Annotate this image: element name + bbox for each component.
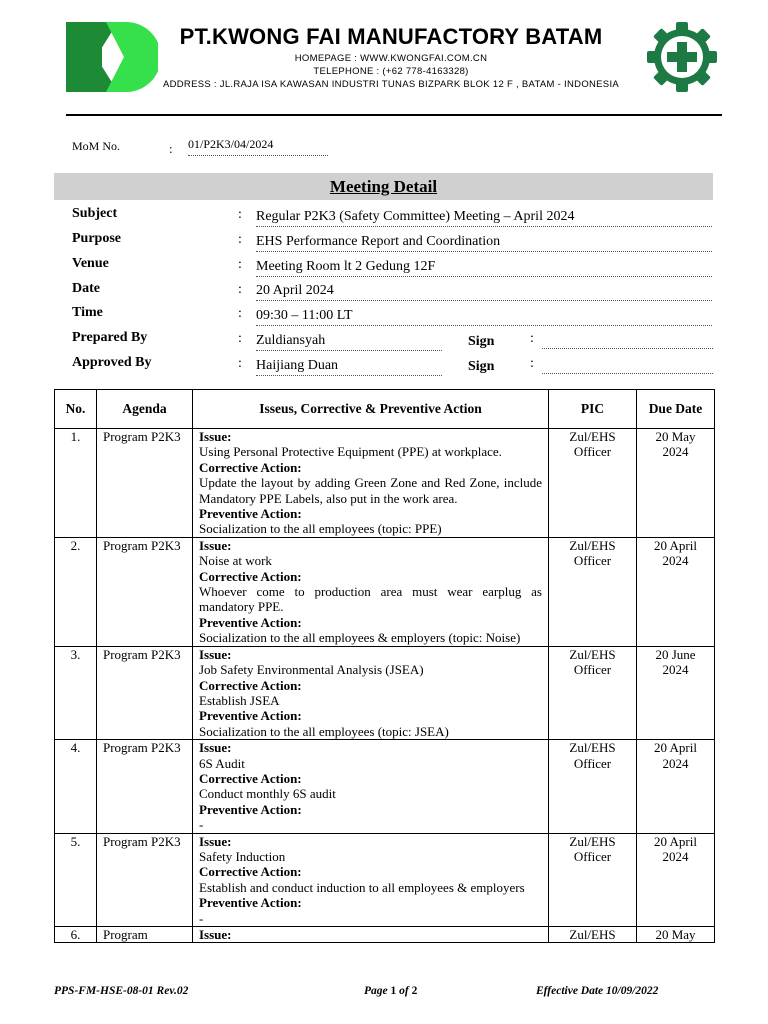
- header-due-date: Due Date: [637, 390, 715, 429]
- row-number: 2.: [55, 537, 97, 646]
- page-indicator: [364, 985, 417, 997]
- approved-by-colon: :: [238, 356, 242, 371]
- row-due-date: 20 May: [637, 927, 715, 943]
- approved-sign-colon: :: [530, 356, 534, 371]
- company-logo: [66, 22, 158, 92]
- company-address: ADDRESS : JL.RAJA ISA KAWASAN INDUSTRI TUNAS BIZPARK BLOK 12 F , BATAM - INDONESIA: [162, 79, 620, 90]
- prepared-by-label: Prepared By: [72, 330, 148, 345]
- row-agenda: Program P2K3: [97, 833, 193, 926]
- purpose-colon: :: [238, 232, 242, 247]
- row-agenda: Program P2K3: [97, 429, 193, 538]
- corrective-text: Whoever come to production area must wear earplug as mandatory PPE.: [199, 584, 542, 615]
- issue-label: Issue:: [199, 833, 232, 849]
- header-issues: Isseus, Corrective & Preventive Action: [193, 390, 549, 429]
- page-prefix: Page: [364, 985, 391, 997]
- form-code: PPS-FM-HSE-08-01 Rev.02: [54, 985, 189, 997]
- corrective-text: Establish JSEA: [199, 692, 280, 708]
- issue-label: Issue:: [199, 537, 232, 553]
- corrective-label: Corrective Action:: [199, 677, 302, 693]
- row-issues: [193, 740, 549, 833]
- purpose-label: Purpose: [72, 231, 121, 246]
- approved-by-label: Approved By: [72, 355, 152, 370]
- effective-date: Effective Date 10/09/2022: [536, 985, 659, 997]
- row-due-date: 20 June 2024: [637, 646, 715, 739]
- subject-label: Subject: [72, 206, 118, 221]
- time-label: Time: [72, 305, 103, 320]
- preventive-text: Socialization to the all employees (topic: JSEA): [199, 723, 449, 739]
- preventive-label: Preventive Action:: [199, 708, 302, 724]
- prepared-signature-line: [542, 348, 713, 349]
- row-pic: Zul/EHS Officer: [549, 833, 637, 926]
- date-value: 20 April 2024: [256, 283, 712, 301]
- row-issues: [193, 537, 549, 646]
- corrective-text: Conduct monthly 6S audit: [199, 786, 336, 802]
- company-name: PT.KWONG FAI MANUFACTORY BATAM: [179, 24, 603, 49]
- header-divider: [66, 114, 722, 116]
- row-due-date: 20 May 2024: [637, 429, 715, 538]
- row-issues: [193, 429, 549, 538]
- row-agenda: Program: [97, 927, 193, 943]
- table-row: [55, 537, 715, 646]
- venue-label: Venue: [72, 256, 109, 271]
- prepared-by-colon: :: [238, 331, 242, 346]
- corrective-text: Establish and conduct induction to all employees & employers: [199, 879, 525, 895]
- row-pic: Zul/EHS: [549, 927, 637, 943]
- table-row: [55, 740, 715, 833]
- row-issues: [193, 646, 549, 739]
- meeting-detail-banner: [54, 173, 713, 200]
- date-label: Date: [72, 281, 100, 296]
- row-agenda: Program P2K3: [97, 646, 193, 739]
- row-number: 4.: [55, 740, 97, 833]
- approved-sign-label: Sign: [468, 359, 495, 374]
- row-agenda: Program P2K3: [97, 537, 193, 646]
- issue-text: Safety Induction: [199, 848, 286, 864]
- section-title: Meeting Detail: [329, 177, 438, 196]
- row-number: 3.: [55, 646, 97, 739]
- issue-label: Issue:: [199, 646, 232, 662]
- table-header-row: [55, 390, 715, 429]
- page-mid: of: [396, 985, 412, 997]
- safety-cross-gear-icon: [644, 22, 720, 92]
- corrective-label: Corrective Action:: [199, 459, 302, 475]
- issue-text: Using Personal Protective Equipment (PPE) at workplace.: [199, 444, 502, 460]
- table-row: [55, 646, 715, 739]
- row-agenda: Program P2K3: [97, 740, 193, 833]
- mom-number-colon: :: [169, 141, 173, 156]
- agenda-table: [54, 389, 715, 943]
- header-agenda: Agenda: [97, 390, 193, 429]
- company-homepage: HOMEPAGE : WWW.KWONGFAI.COM.CN: [294, 53, 488, 64]
- issue-label: Issue:: [199, 740, 232, 756]
- issue-text: Noise at work: [199, 553, 272, 569]
- mom-number-label: MoM No.: [72, 139, 121, 153]
- prepared-by-value: Zuldiansyah: [256, 333, 442, 351]
- time-value: 09:30 – 11:00 LT: [256, 308, 712, 326]
- row-due-date: 20 April 2024: [637, 833, 715, 926]
- issue-text: Job Safety Environmental Analysis (JSEA): [199, 662, 424, 678]
- preventive-text: -: [199, 910, 204, 926]
- subject-colon: :: [238, 207, 242, 222]
- approved-signature-line: [542, 373, 713, 374]
- corrective-label: Corrective Action:: [199, 864, 302, 880]
- time-colon: :: [238, 306, 242, 321]
- preventive-label: Preventive Action:: [199, 614, 302, 630]
- row-issues: [193, 927, 549, 943]
- preventive-text: -: [199, 817, 204, 833]
- row-pic: Zul/EHS Officer: [549, 646, 637, 739]
- row-pic: Zul/EHS Officer: [549, 429, 637, 538]
- preventive-text: Socialization to the all employees & employers (topic: Noise): [199, 630, 521, 646]
- header-pic: PIC: [549, 390, 637, 429]
- page-number: 1: [390, 985, 397, 997]
- preventive-text: Socialization to the all employees (topic: PPE): [199, 521, 442, 537]
- row-due-date: 20 April 2024: [637, 537, 715, 646]
- preventive-label: Preventive Action:: [199, 506, 302, 522]
- approved-by-value: Haijiang Duan: [256, 358, 442, 376]
- venue-colon: :: [238, 257, 242, 272]
- row-number: 6.: [55, 927, 97, 943]
- mom-number-value: 01/P2K3/04/2024: [188, 137, 328, 156]
- row-pic: Zul/EHS Officer: [549, 537, 637, 646]
- header-no: No.: [55, 390, 97, 429]
- row-pic: Zul/EHS Officer: [549, 740, 637, 833]
- issue-label: Issue:: [199, 429, 232, 444]
- row-number: 5.: [55, 833, 97, 926]
- prepared-sign-label: Sign: [468, 334, 495, 349]
- purpose-value: EHS Performance Report and Coordination: [256, 234, 712, 252]
- row-number: 1.: [55, 429, 97, 538]
- venue-value: Meeting Room lt 2 Gedung 12F: [256, 259, 712, 277]
- company-telephone: TELEPHONE : (+62 778-4163328): [313, 66, 469, 77]
- preventive-label: Preventive Action:: [199, 801, 302, 817]
- row-due-date: 20 April 2024: [637, 740, 715, 833]
- prepared-sign-colon: :: [530, 331, 534, 346]
- issue-text: 6S Audit: [199, 755, 245, 771]
- corrective-text: Update the layout by adding Green Zone and Red Zone, include Mandatory PPE Labels, also put in the work area.: [199, 475, 542, 506]
- preventive-label: Preventive Action:: [199, 895, 302, 911]
- subject-value: Regular P2K3 (Safety Committee) Meeting – April 2024: [256, 209, 712, 227]
- row-issues: [193, 833, 549, 926]
- corrective-label: Corrective Action:: [199, 568, 302, 584]
- date-colon: :: [238, 282, 242, 297]
- page-total: 2: [411, 985, 418, 997]
- corrective-label: Corrective Action:: [199, 770, 302, 786]
- issue-label: Issue:: [199, 927, 232, 942]
- table-row: [55, 833, 715, 926]
- table-row: [55, 927, 715, 943]
- table-row: [55, 429, 715, 538]
